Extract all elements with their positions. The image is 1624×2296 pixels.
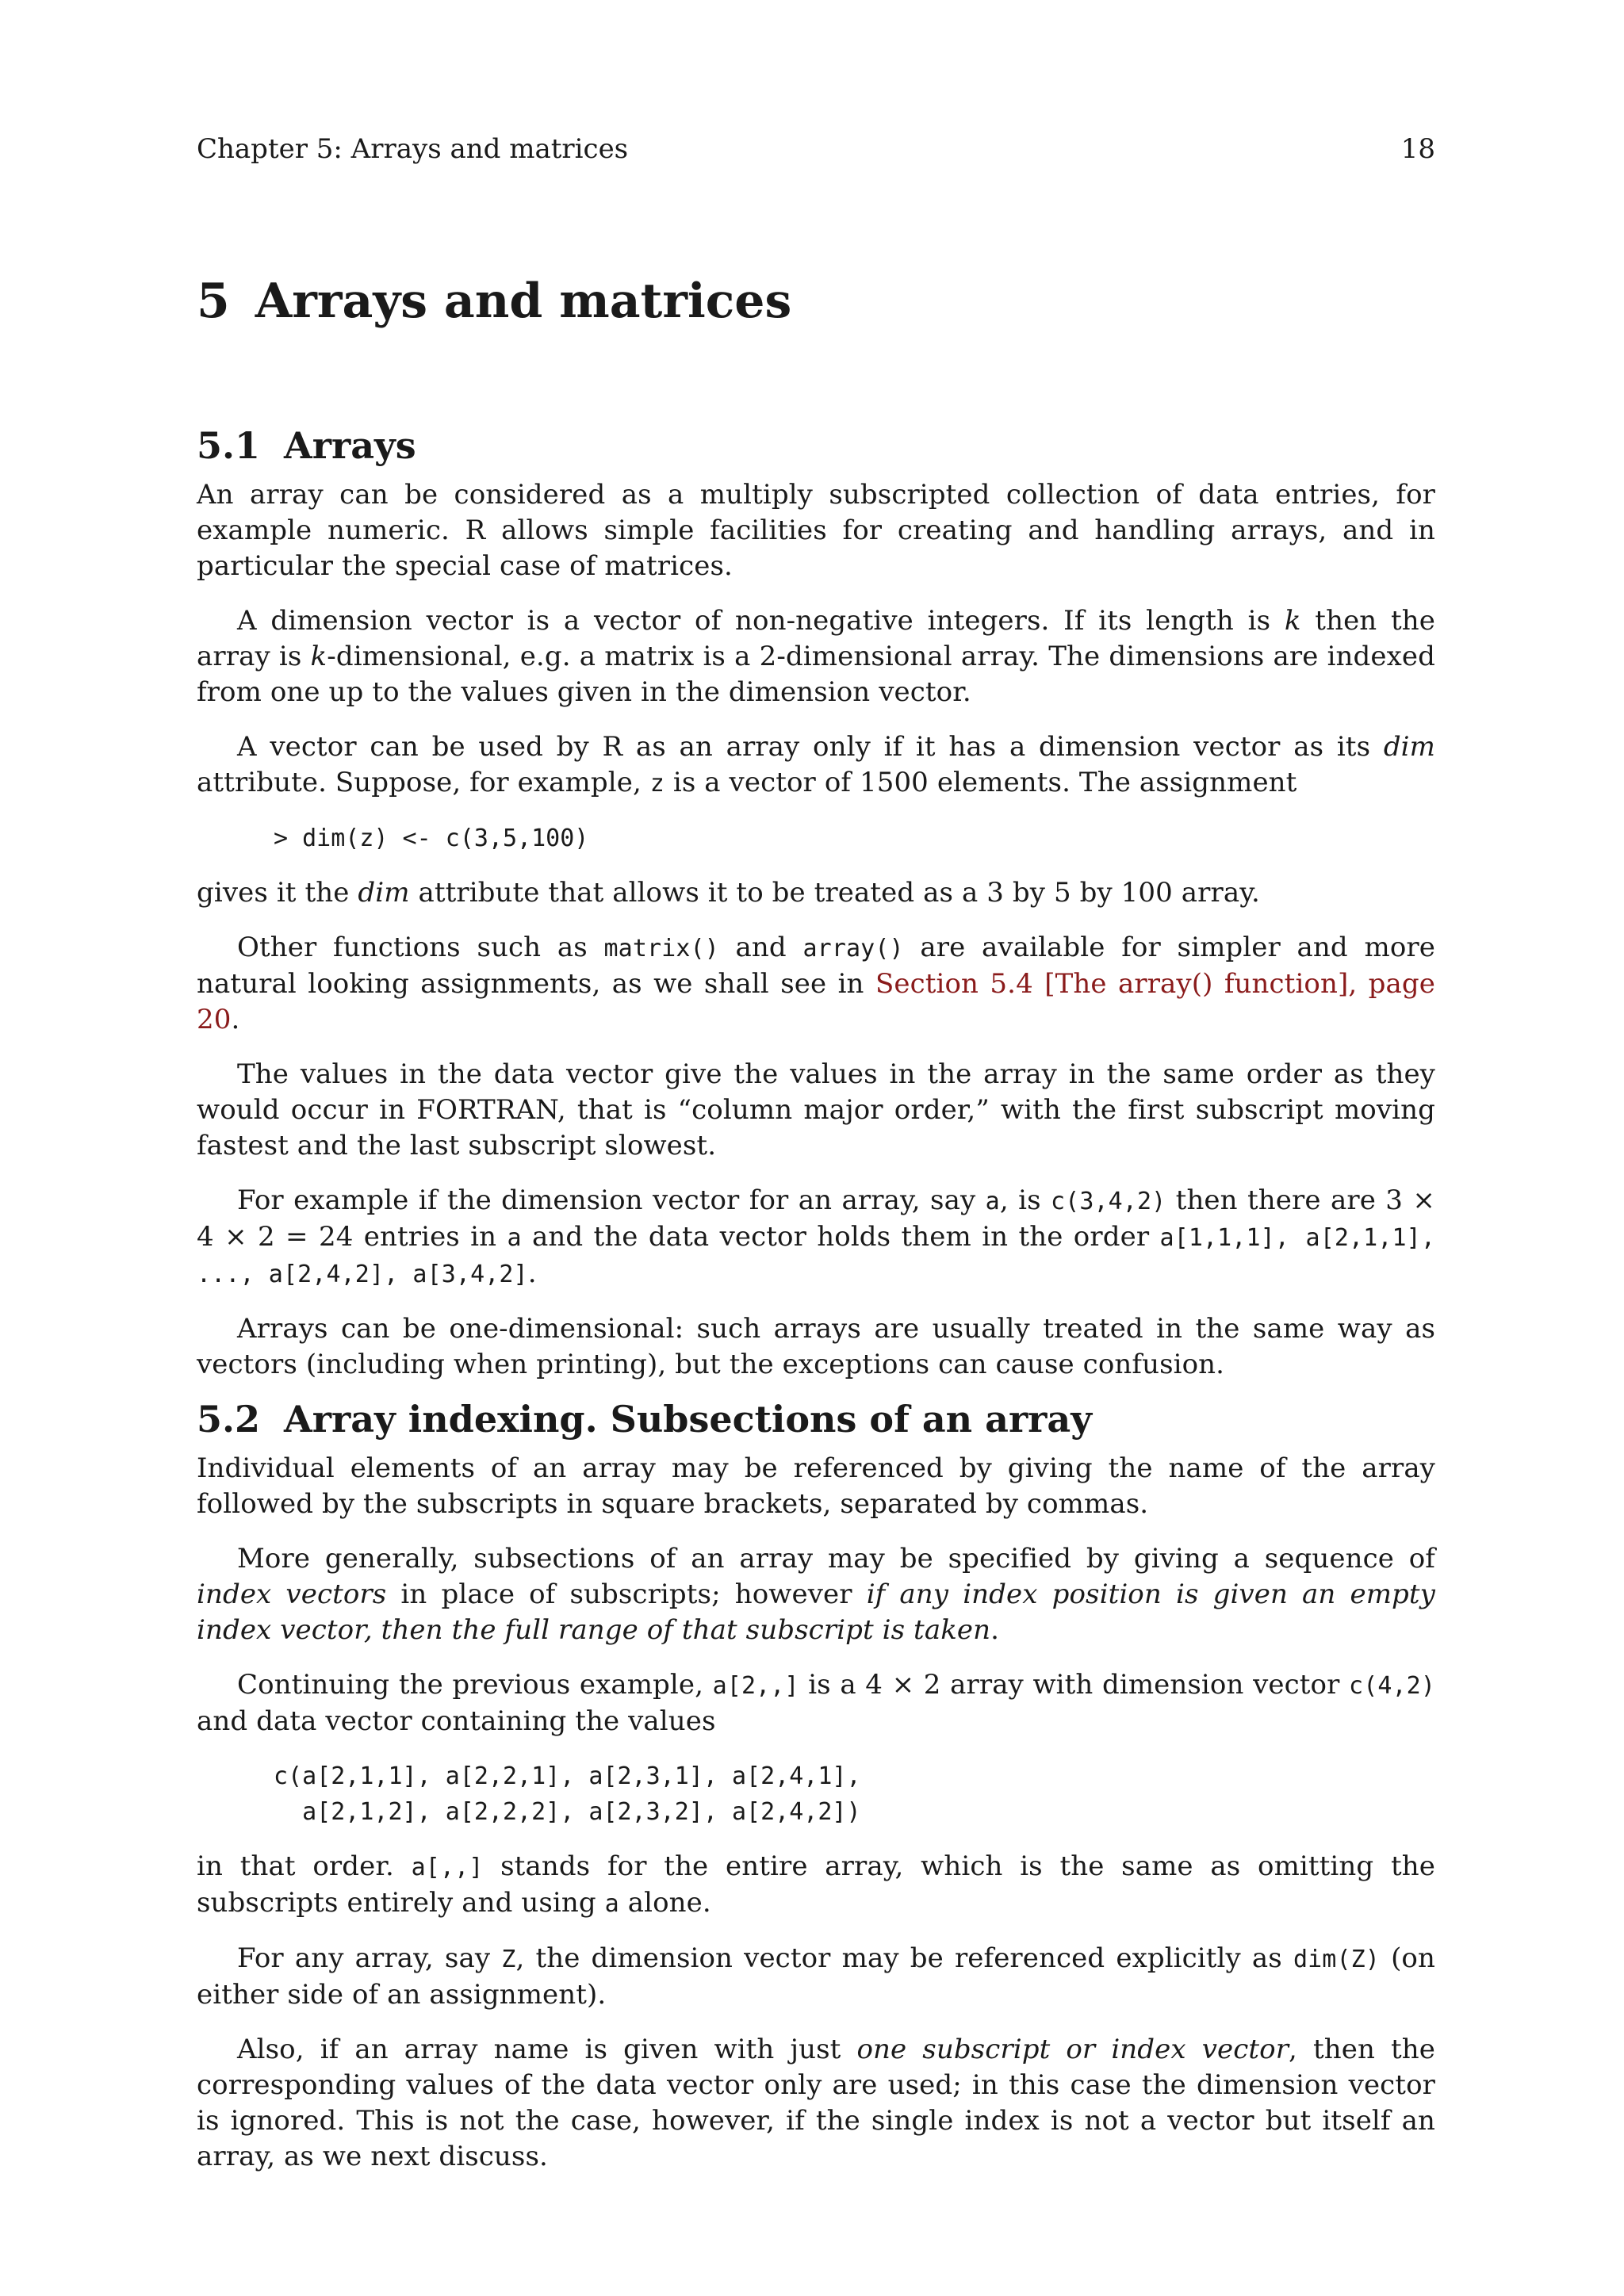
text-run: gives it the [197, 877, 358, 909]
code-example: c(a[2,1,1], a[2,2,1], a[2,3,1], a[2,4,1], a[2,1,2], a[2,2,2], a[2,3,2], a[2,4,2]) [274, 1762, 861, 1826]
text-run: A vector can be used by R as an array only if it has a dimension vector as its [237, 731, 1384, 763]
paragraph: Arrays can be one-dimensional: such arrays are usually treated in the same way as vectors (including when printing), but the exceptions can cause confusion. [197, 1313, 1435, 1380]
section-title: Arrays [284, 424, 416, 467]
inline-code: c(3,4,2) [1051, 1188, 1166, 1215]
text-run: For example if the dimension vector for an array, say [237, 1184, 986, 1216]
page-number: 18 [1400, 133, 1435, 165]
text-run: -dimensional, e.g. a matrix is a 2-dimensional array. The dimensions are indexed from one up to the values given in the dimension vector. [197, 641, 1435, 708]
emphasis: if any index position is given an empty index vector, then the full range of that subscript is taken [197, 1578, 1435, 1646]
document-page [197, 127, 1436, 2172]
text-run: Continuing the previous example, [237, 1669, 713, 1701]
text-run: alone. [619, 1887, 711, 1919]
emphasis: index vectors [197, 1578, 387, 1610]
text-run: More generally, subsections of an array may be specified by giving a sequence of [237, 1543, 1435, 1575]
section-number: 5.1 [197, 424, 261, 467]
inline-code: dim(Z) [1293, 1946, 1380, 1973]
inline-code: a[,,] [411, 1854, 484, 1881]
text-run: stands for the entire array, which is the same as omitting the subscripts entirely and using [197, 1850, 1435, 1919]
inline-code: a[2,,] [712, 1672, 799, 1700]
paragraph: The values in the data vector give the values in the array in the same order as they would occur in FORTRAN, that is “column major order,” with the first subscript moving fastest and the last subscript slowest. [197, 1058, 1435, 1161]
paragraph [197, 930, 1435, 1038]
section-array-indexing [197, 1395, 1435, 2194]
inline-code: c(4,2) [1349, 1672, 1436, 1700]
cross-reference-link[interactable]: Section 5.4 [The array() function], page 20 [197, 968, 1435, 1035]
inline-code: a [985, 1188, 1000, 1215]
paragraph [197, 729, 1435, 802]
text-run: A dimension vector is a vector of non-negative integers. If its length is [237, 605, 1285, 637]
code-example: > dim(z) <- c(3,5,100) [274, 825, 589, 852]
section-arrays [197, 422, 1435, 1402]
text-run: and the data vector holds them in the order [521, 1221, 1160, 1253]
paragraph [197, 1541, 1435, 1648]
math-var: k [310, 641, 327, 672]
inline-code: a[1,1,1], a[2,1,1], ..., a[2,4,2], a[3,4,2] [197, 1224, 1435, 1288]
text-run: . [527, 1257, 537, 1289]
text-run: in that order. [197, 1850, 412, 1882]
emphasis: dim [358, 877, 410, 909]
inline-code: matrix() [603, 935, 719, 962]
section-number: 5.2 [197, 1398, 261, 1441]
text-run: , the dimension vector may be referenced explicitly as [515, 1942, 1293, 1974]
text-run: and [718, 932, 803, 963]
chapter-label: Chapter 5: Arrays and matrices [197, 133, 629, 165]
text-run: For any array, say [237, 1942, 502, 1974]
text-run: attribute. Suppose, for example, [197, 767, 650, 798]
text-run: and data vector containing the values [197, 1705, 716, 1737]
section-heading [197, 422, 1435, 469]
paragraph: An array can be considered as a multiply subscripted collection of data entries, for example numeric. R allows simple facilities for creating and handling arrays, and in particular the special case of matrices. [197, 479, 1435, 582]
paragraph [197, 875, 1435, 911]
text-run: are available for simpler and more natural looking assignments, as we shall see in [197, 932, 1436, 1000]
inline-code: a [507, 1224, 522, 1252]
running-header [197, 127, 1435, 174]
chapter-title [197, 271, 791, 331]
text-run: (on either side of an assignment). [197, 1942, 1435, 2011]
paragraph [197, 1941, 1435, 2013]
paragraph [197, 1667, 1435, 1739]
paragraph [197, 2032, 1435, 2175]
inline-code: Z [501, 1946, 516, 1973]
text-run: is a vector of 1500 elements. The assignment [664, 767, 1297, 798]
text-run: is a 4 × 2 array with dimension vector [799, 1669, 1350, 1701]
text-run: attribute that allows it to be treated as a 3 by 5 by 100 array. [409, 877, 1260, 909]
chapter-number: 5 [197, 274, 230, 329]
text-run: then there are 3 × 4 × 2 = 24 entries in [197, 1184, 1435, 1253]
text-run: in place of subscripts; however [386, 1578, 867, 1610]
chapter-title-text: Arrays and matrices [255, 274, 792, 329]
emphasis: dim [1383, 731, 1435, 763]
inline-code: a [604, 1890, 619, 1918]
paragraph [197, 1849, 1435, 1922]
text-run: , is [999, 1184, 1051, 1216]
section-heading [197, 1395, 1435, 1443]
text-run: Other functions such as [237, 932, 604, 963]
text-run: , then the corresponding values of the data vector only are used; in this case the dimension vector is ignored. This is not the case, however, if the single index is not a vector but itself an array, as we next discuss. [197, 2034, 1435, 2172]
inline-code: array() [802, 935, 904, 962]
paragraph [197, 1183, 1435, 1292]
text-run: Also, if an array name is given with just [237, 2034, 857, 2065]
emphasis: one subscript or index vector [856, 2034, 1289, 2065]
text-run: . [231, 1004, 240, 1035]
text-run: . [990, 1614, 1000, 1646]
paragraph: Individual elements of an array may be referenced by giving the name of the array followed by the subscripts in square brackets, separated by commas. [197, 1452, 1435, 1520]
math-var: k [1284, 605, 1301, 637]
inline-code: z [649, 770, 665, 798]
paragraph [197, 603, 1435, 710]
text-run: then the array is [197, 605, 1435, 672]
section-title: Array indexing. Subsections of an array [284, 1398, 1092, 1441]
